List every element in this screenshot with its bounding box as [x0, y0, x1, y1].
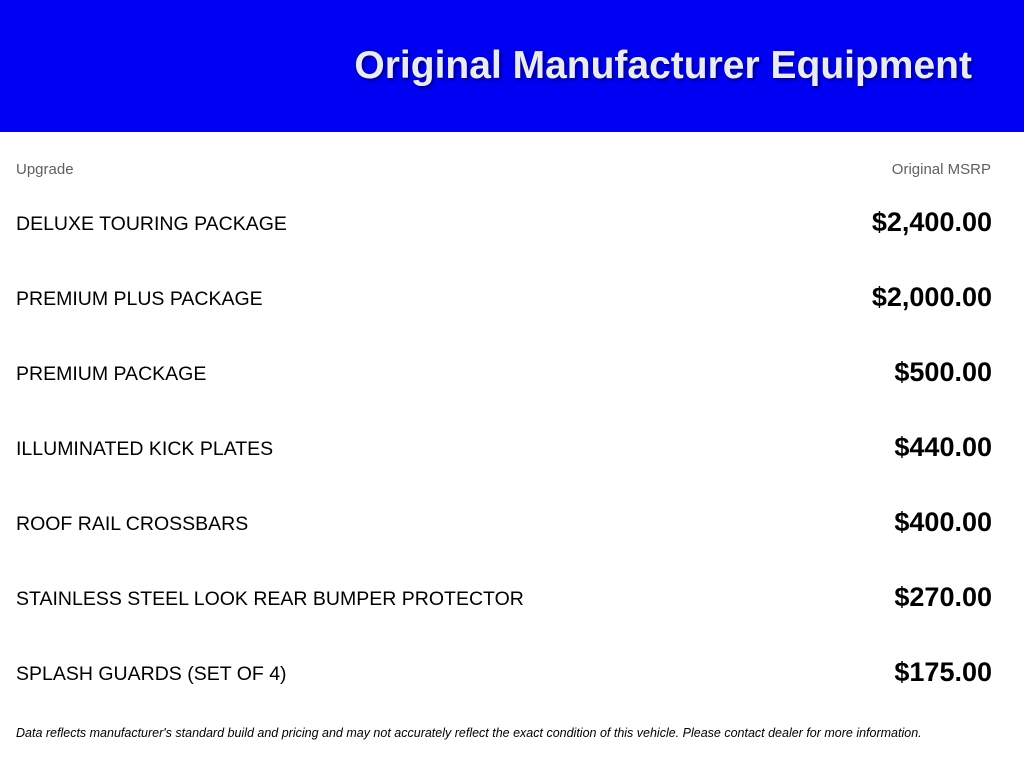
page-title: Original Manufacturer Equipment [354, 44, 972, 87]
list-item [16, 648, 992, 723]
list-item [16, 198, 992, 273]
upgrade-price: $400.00 [894, 507, 992, 537]
upgrade-name: PREMIUM PLUS PACKAGE [16, 288, 263, 310]
equipment-list [16, 198, 992, 723]
header-banner [0, 0, 1024, 132]
upgrade-name: STAINLESS STEEL LOOK REAR BUMPER PROTECTOR [16, 588, 524, 610]
upgrade-name: SPLASH GUARDS (SET OF 4) [16, 663, 287, 685]
upgrade-price: $2,000.00 [871, 282, 992, 312]
msrp-column-header: Original MSRP [891, 161, 991, 178]
upgrade-name: ROOF RAIL CROSSBARS [16, 513, 249, 535]
list-item [16, 423, 992, 498]
upgrade-name: DELUXE TOURING PACKAGE [16, 213, 287, 235]
upgrade-column-header: Upgrade [16, 161, 74, 178]
disclaimer-text: Data reflects manufacturer's standard build and pricing and may not accurately reflect the exact condition of this vehicle. Please contact dealer for more information. [16, 725, 922, 740]
list-item [16, 498, 992, 573]
upgrade-name: PREMIUM PACKAGE [16, 363, 207, 385]
upgrade-price: $270.00 [894, 582, 992, 612]
upgrade-price: $2,400.00 [871, 207, 992, 237]
list-item [16, 348, 992, 423]
upgrade-price: $440.00 [894, 432, 992, 462]
upgrade-name: ILLUMINATED KICK PLATES [16, 438, 274, 460]
upgrade-price: $175.00 [894, 657, 992, 687]
column-headers [16, 160, 992, 180]
upgrade-price: $500.00 [894, 357, 992, 387]
list-item [16, 573, 992, 648]
list-item [16, 273, 992, 348]
